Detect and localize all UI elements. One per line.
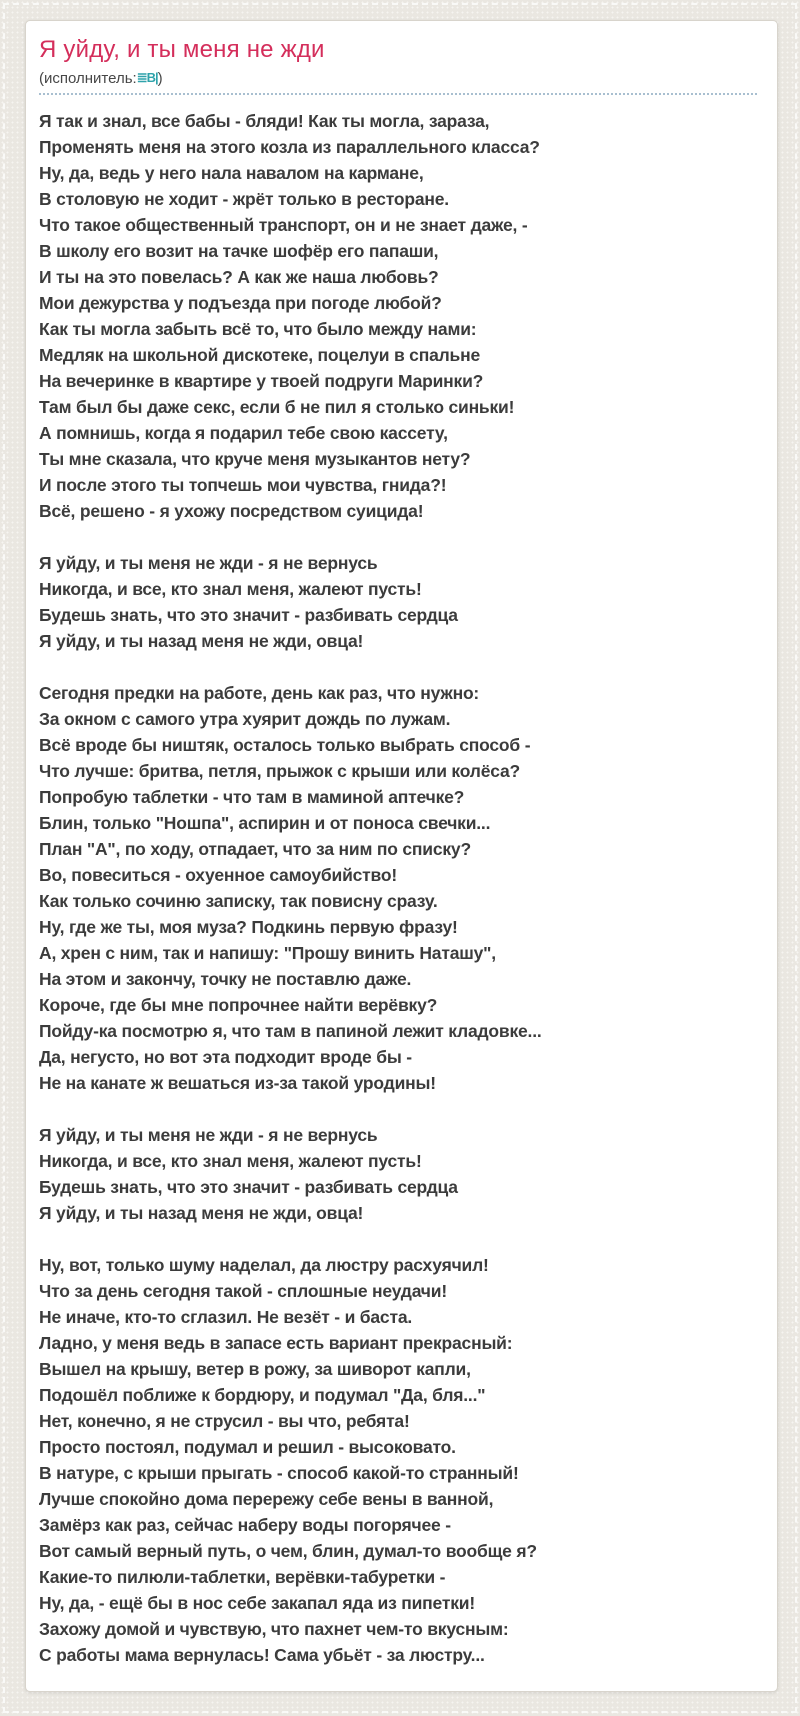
lyric-line: Будешь знать, что это значит - разбивать сердца	[39, 1176, 458, 1197]
lyric-line: А помнишь, когда я подарил тебе свою кассету,	[39, 422, 448, 443]
lyric-line: Нет, конечно, я не струсил - вы что, ребята!	[39, 1410, 410, 1431]
lyric-line: Ладно, у меня ведь в запасе есть вариант прекрасный:	[39, 1332, 513, 1353]
lyric-line: На вечеринке в квартире у твоей подруги Маринки?	[39, 370, 484, 391]
lyric-line: Попробую таблетки - что там в маминой аптечке?	[39, 786, 465, 807]
lyric-line: Как ты могла забыть всё то, что было между нами:	[39, 318, 477, 339]
lyric-line: Во, повеситься - охуенное самоубийство!	[39, 864, 397, 885]
lyric-line: Ну, где же ты, моя муза? Подкинь первую фразу!	[39, 916, 458, 937]
lyric-line: И после этого ты топчешь мои чувства, гнида?!	[39, 474, 447, 495]
lyric-line: В столовую не ходит - жрёт только в ресторане.	[39, 188, 449, 209]
page-title: Я уйду, и ты меня не жди	[39, 36, 325, 63]
lyric-line: Я уйду, и ты назад меня не жди, овца!	[39, 1202, 364, 1223]
lyrics-card	[25, 20, 778, 1692]
artist-logo-icon[interactable]: ≣B|	[136, 69, 158, 85]
lyric-line: Всё вроде бы ништяк, осталось только выбрать способ -	[39, 734, 531, 755]
lyric-line: Никогда, и все, кто знал меня, жалеют пусть!	[39, 578, 422, 599]
stanza	[39, 680, 757, 1096]
lyric-line: Я уйду, и ты назад меня не жди, овца!	[39, 630, 364, 651]
lyric-line: Что за день сегодня такой - сплошные неудачи!	[39, 1280, 447, 1301]
lyric-line: План "А", по ходу, отпадает, что за ним по списку?	[39, 838, 471, 859]
lyric-line: С работы мама вернулась! Сама убьёт - за люстру...	[39, 1644, 485, 1665]
lyric-line: Ты мне сказала, что круче меня музыкантов нету?	[39, 448, 471, 469]
lyric-line: Вышел на крышу, ветер в рожу, за шиворот капли,	[39, 1358, 471, 1379]
lyric-line: Будешь знать, что это значит - разбивать сердца	[39, 604, 458, 625]
lyric-line: Я уйду, и ты меня не жди - я не вернусь	[39, 1124, 378, 1145]
lyric-line: Ну, да, - ещё бы в нос себе закапал яда из пипетки!	[39, 1592, 475, 1613]
lyric-line: Я уйду, и ты меня не жди - я не вернусь	[39, 552, 378, 573]
lyric-line: Замёрз как раз, сейчас наберу воды погорячее -	[39, 1514, 451, 1535]
lyric-line: На этом и закончу, точку не поставлю даже.	[39, 968, 412, 989]
lyric-line: Да, негусто, но вот эта подходит вроде бы -	[39, 1046, 412, 1067]
artist-paren-close: )	[157, 69, 163, 87]
lyric-line: Пойду-ка посмотрю я, что там в папиной лежит кладовке...	[39, 1020, 542, 1041]
lyric-line: Подошёл поближе к бордюру, и подумал "Да, бля..."	[39, 1384, 486, 1405]
stanza	[39, 1252, 757, 1668]
lyric-line: Променять меня на этого козла из параллельного класса?	[39, 136, 540, 157]
lyric-line: Вот самый верный путь, о чем, блин, думал-то вообще я?	[39, 1540, 537, 1561]
lyric-line: За окном с самого утра хуярит дождь по лужам.	[39, 708, 451, 729]
lyric-line: Короче, где бы мне попрочнее найти верёвку?	[39, 994, 438, 1015]
lyric-line: Просто постоял, подумал и решил - высоковато.	[39, 1436, 456, 1457]
lyric-line: Медляк на школьной дискотеке, поцелуи в спальне	[39, 344, 480, 365]
lyric-line: Не иначе, кто-то сглазил. Не везёт - и баста.	[39, 1306, 413, 1327]
artist-line	[39, 68, 757, 88]
lyric-line: В школу его возит на тачке шофёр его папаши,	[39, 240, 439, 261]
lyric-line: Блин, только "Ношпа", аспирин и от поноса свечки...	[39, 812, 491, 833]
lyric-line: Всё, решено - я ухожу посредством суицида!	[39, 500, 424, 521]
lyric-line: А, хрен с ним, так и напишу: "Прошу винить Наташу",	[39, 942, 496, 963]
lyric-line: Ну, вот, только шуму наделал, да люстру расхуячил!	[39, 1254, 489, 1275]
lyric-line: Не на канате ж вешаться из-за такой уродины!	[39, 1072, 436, 1093]
lyric-line: Там был бы даже секс, если б не пил я столько синьки!	[39, 396, 515, 417]
lyric-line: Что такое общественный транспорт, он и не знает даже, -	[39, 214, 528, 235]
stanza	[39, 108, 757, 524]
lyric-line: Лучше спокойно дома перережу себе вены в ванной,	[39, 1488, 494, 1509]
lyric-line: Захожу домой и чувствую, что пахнет чем-то вкусным:	[39, 1618, 509, 1639]
header-divider	[39, 93, 757, 95]
artist-label: (исполнитель:	[39, 69, 137, 87]
lyric-line: Я так и знал, все бабы - бляди! Как ты могла, зараза,	[39, 110, 490, 131]
stanza	[39, 550, 757, 654]
lyric-line: Что лучше: бритва, петля, прыжок с крыши или колёса?	[39, 760, 521, 781]
lyric-line: Никогда, и все, кто знал меня, жалеют пусть!	[39, 1150, 422, 1171]
lyric-line: В натуре, с крыши прыгать - способ какой-то странный!	[39, 1462, 519, 1483]
stanza	[39, 1122, 757, 1226]
lyric-line: Сегодня предки на работе, день как раз, что нужно:	[39, 682, 480, 703]
lyric-line: Ну, да, ведь у него нала навалом на кармане,	[39, 162, 424, 183]
lyric-line: И ты на это повелась? А как же наша любовь?	[39, 266, 439, 287]
lyrics-text	[39, 108, 757, 1668]
lyric-line: Как только сочиню записку, так повисну сразу.	[39, 890, 438, 911]
lyric-line: Мои дежурства у подъезда при погоде любой?	[39, 292, 442, 313]
lyric-line: Какие-то пилюли-таблетки, верёвки-табуретки -	[39, 1566, 446, 1587]
